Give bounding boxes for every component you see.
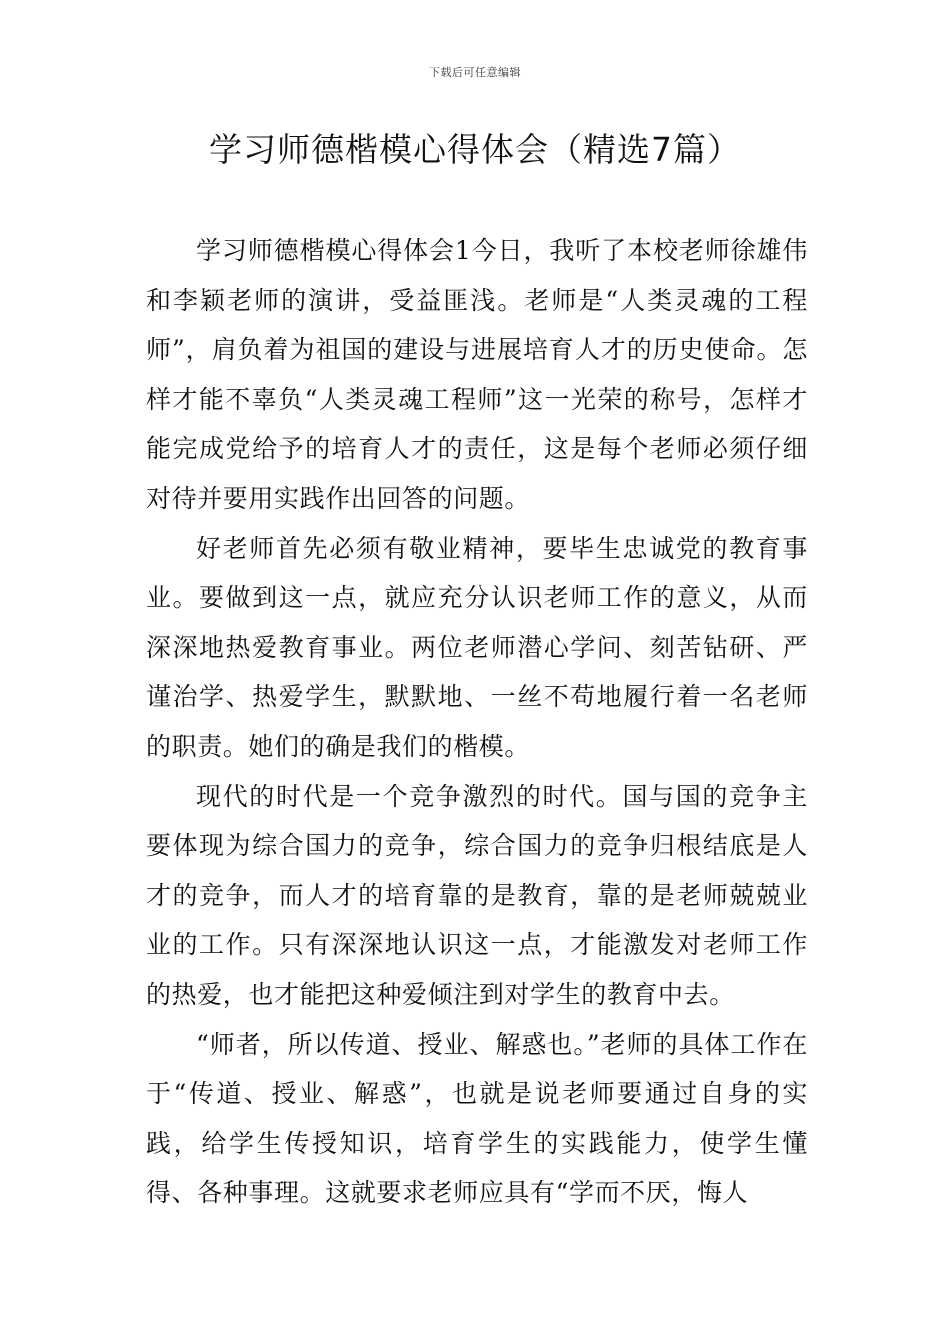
paragraph: 学习师德楷模心得体会1今日，我听了本校老师徐雄伟和李颖老师的演讲，受益匪浅。老师是“人类灵魂的工程师”，肩负着为祖国的建设与进展培育人才的历史使命。怎样才能不辜负“人类灵魂工程师”这一光荣的称号，怎样才能完成党给予的培育人才的责任，这是每个老师必须仔细对待并要用实践作出回答的问题。 (146, 236, 808, 513)
document-title: 学习师德楷模心得体会（精选7篇） (209, 130, 741, 169)
paragraph: 好老师首先必须有敬业精神，要毕生忠诚党的教育事业。要做到这一点，就应充分认识老师工作的意义，从而深深地热爱教育事业。两位老师潜心学问、刻苦钻研、严谨治学、热爱学生，默默地、一丝不苟地履行着一名老师的职责。她们的确是我们的楷模。 (146, 533, 808, 761)
document-body (146, 226, 808, 1218)
header-note: 下载后可任意编辑 (429, 66, 521, 79)
paragraph: “师者，所以传道、授业、解惑也。”老师的具体工作在于“传道、授业、解惑”，也就是说老师要通过自身的实践，给学生传授知识，培育学生的实践能力，使学生懂得、各种事理。这就要求老师应具有“学而不厌，悔人 (146, 1029, 808, 1208)
paragraph: 现代的时代是一个竞争激烈的时代。国与国的竞争主要体现为综合国力的竞争，综合国力的竞争归根结底是人才的竞争，而人才的培育靠的是教育，靠的是老师兢兢业业的工作。只有深深地认识这一点，才能激发对老师工作的热爱，也才能把这种爱倾注到对学生的教育中去。 (146, 781, 808, 1009)
